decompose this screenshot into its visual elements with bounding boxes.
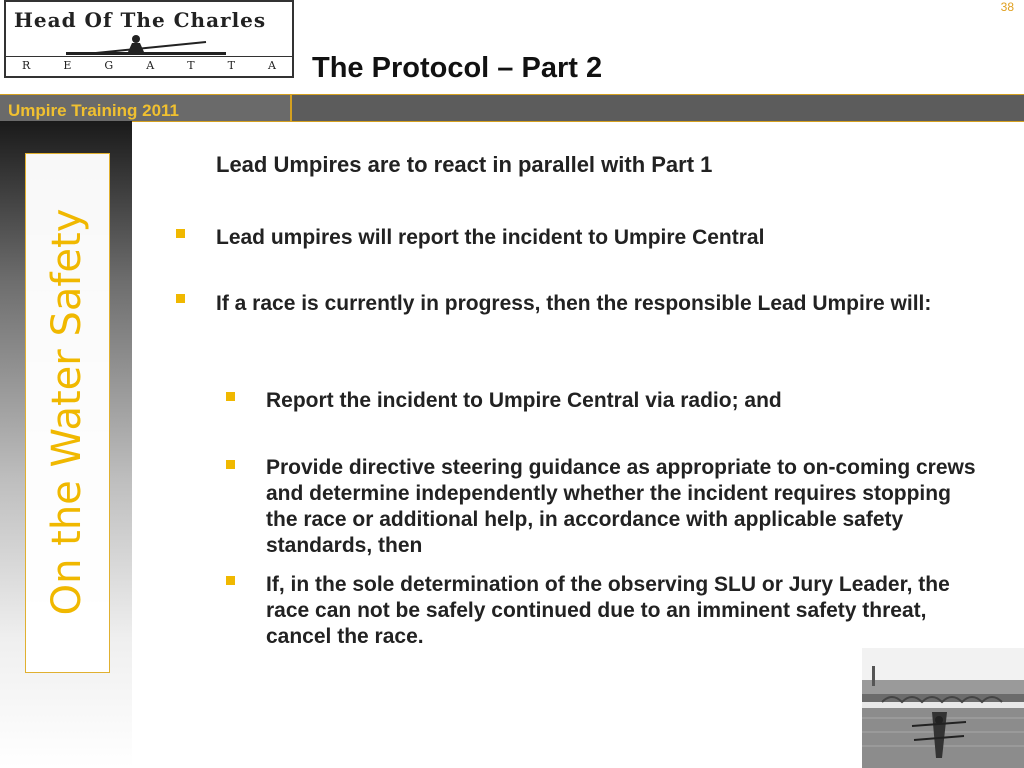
bullet-marker-icon [176, 294, 185, 303]
slide-number: 38 [1000, 0, 1014, 14]
bullet-item: Lead umpires will report the incident to Umpire Central [216, 226, 765, 249]
subbullet-marker-icon [226, 392, 235, 401]
regatta-logo [4, 0, 294, 78]
logo-title: Head Of The Charles [14, 8, 267, 32]
rowing-photo [862, 648, 1024, 768]
header-label-box [0, 95, 292, 121]
logo-letter: E [63, 59, 72, 72]
logo-regatta [6, 56, 292, 72]
sidebar-title: On the Water Safety [44, 208, 90, 616]
logo-letter: T [227, 59, 235, 72]
logo-letter: R [22, 59, 31, 72]
header-label: Umpire Training 2011 [8, 101, 180, 120]
header-bar [0, 94, 1024, 122]
content-heading: Lead Umpires are to react in parallel with Part 1 [216, 152, 713, 177]
logo-letter: A [146, 59, 155, 72]
slide-title: The Protocol – Part 2 [312, 52, 603, 84]
bullet-item: If a race is currently in progress, then the responsible Lead Umpire will: [216, 292, 932, 315]
subbullet-marker-icon [226, 460, 235, 469]
subbullet-item: Report the incident to Umpire Central via radio; and [266, 389, 782, 412]
subbullet-marker-icon [226, 576, 235, 585]
logo-letter: A [268, 59, 276, 72]
subbullet-item: If, in the sole determination of the observing SLU or Jury Leader, the race can not be safely continued due to an imminent safety threat, cancel the race. [266, 573, 950, 648]
bullet-marker-icon [176, 229, 185, 238]
logo-letter: T [187, 59, 195, 72]
logo-letter: G [104, 59, 114, 72]
subbullet-item: Provide directive steering guidance as appropriate to on-coming crews and determine independently whether the incident requires stopping the race or additional help, in accordance with applicable safety standards, then [266, 456, 976, 557]
rower-icon [66, 34, 226, 58]
